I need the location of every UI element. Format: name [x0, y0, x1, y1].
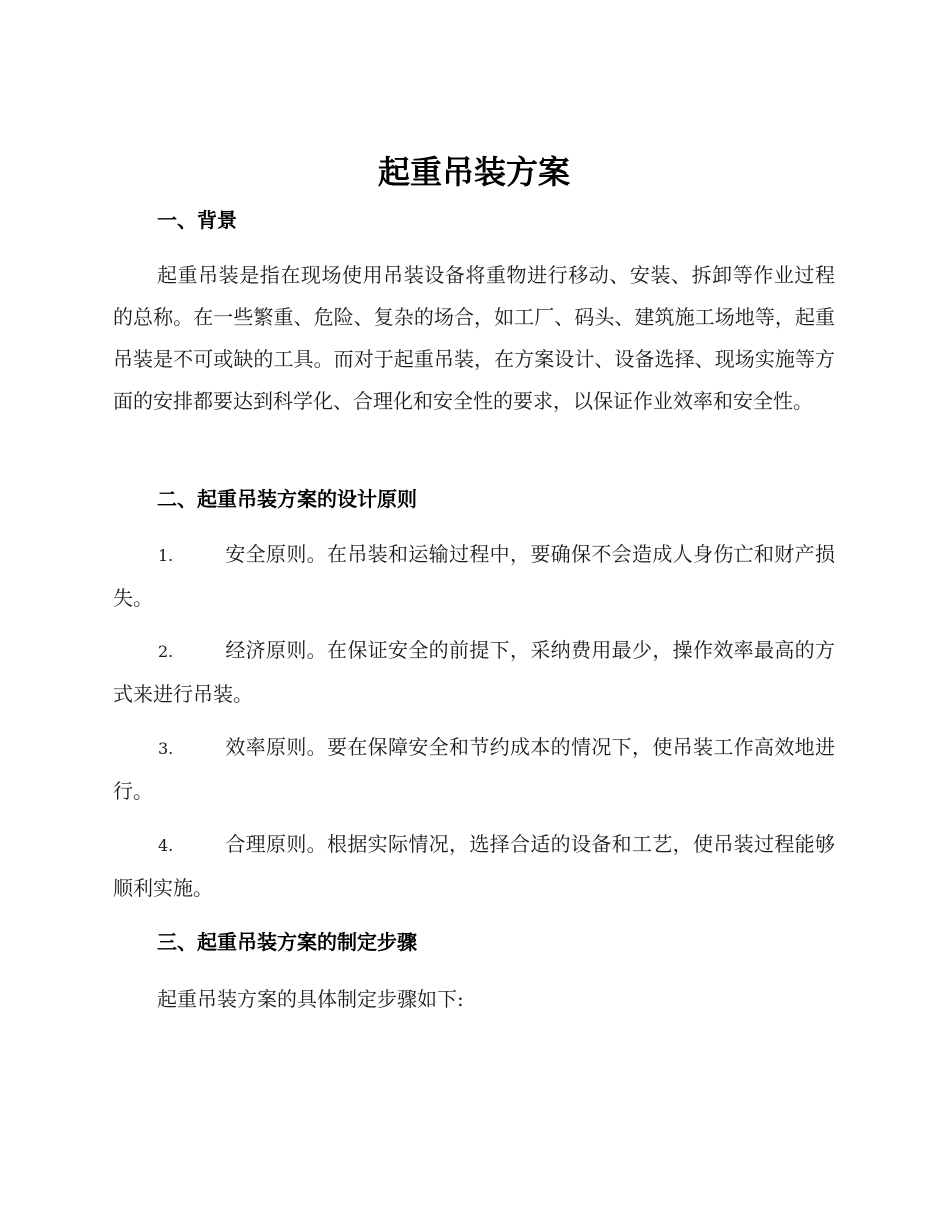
document-title: 起重吊装方案 — [377, 153, 570, 191]
principle-item-2 — [113, 629, 835, 715]
principle-number: 2. — [158, 642, 174, 661]
background-paragraph: 起重吊装是指在现场使用吊装设备将重物进行移动、安装、拆卸等作业过程的总称。在一些繁重、危险、复杂的场合，如工厂、码头、建筑施工场地等，起重吊装是不可或缺的工具。而对于起重吊装，在方案设计、设备选择、现场实施等方面的安排都要达到科学化、合理化和安全性的要求，以保证作业效率和安全性。 — [113, 263, 835, 413]
section-heading-principles: 二、起重吊装方案的设计原则 — [157, 487, 417, 511]
principle-text: 经济原则。在保证安全的前提下，采纳费用最少，操作效率最高的方式来进行吊装。 — [113, 638, 835, 706]
principle-text: 合理原则。根据实际情况，选择合适的设备和工艺，使吊装过程能够顺利实施。 — [113, 832, 835, 900]
steps-intro-paragraph: 起重吊装方案的具体制定步骤如下: — [157, 987, 464, 1011]
principle-text: 安全原则。在吊装和运输过程中，要确保不会造成人身伤亡和财产损失。 — [113, 542, 835, 610]
section-heading-background: 一、背景 — [157, 208, 237, 232]
principle-text: 效率原则。要在保障安全和节约成本的情况下，使吊装工作高效地进行。 — [113, 735, 835, 803]
principle-number: 3. — [158, 739, 174, 758]
principle-item-4 — [113, 823, 835, 909]
principle-item-3 — [113, 726, 835, 812]
principle-item-1 — [113, 533, 835, 619]
principle-number: 1. — [158, 546, 174, 565]
principle-number: 4. — [158, 836, 174, 855]
section-heading-steps: 三、起重吊装方案的制定步骤 — [157, 930, 417, 954]
